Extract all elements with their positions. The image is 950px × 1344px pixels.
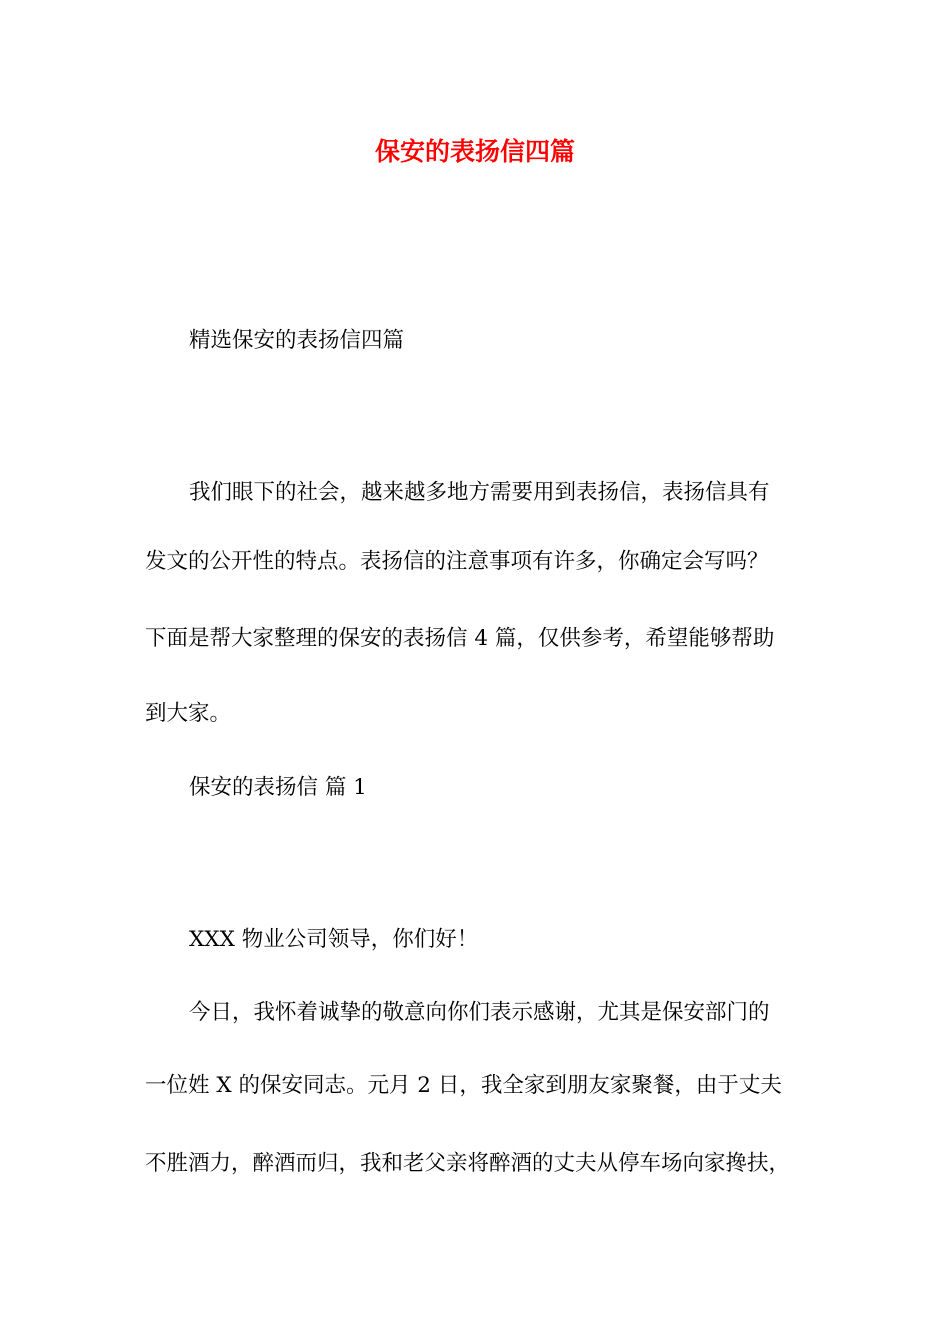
- intro-line: 发文的公开性的特点。表扬信的注意事项有许多，你确定会写吗？: [145, 549, 769, 574]
- body-line: 今日，我怀着诚挚的敬意向你们表示感谢，尤其是保安部门的: [189, 1000, 770, 1025]
- body-line: 一位姓 X 的保安同志。元月 2 日，我全家到朋友家聚餐，由于丈夫: [145, 1073, 782, 1098]
- intro-line: 我们眼下的社会，越来越多地方需要用到表扬信，表扬信具有: [189, 480, 770, 505]
- document-subtitle: 精选保安的表扬信四篇: [189, 328, 405, 353]
- intro-line: 下面是帮大家整理的保安的表扬信 4 篇，仅供参考，希望能够帮助: [145, 626, 775, 651]
- section-heading: 保安的表扬信 篇 1: [189, 775, 367, 800]
- intro-line: 到大家。: [145, 701, 232, 726]
- salutation: XXX 物业公司领导，你们好！: [189, 927, 479, 952]
- body-line: 不胜酒力，醉酒而归，我和老父亲将醉酒的丈夫从停车场向家搀扶，: [145, 1151, 791, 1176]
- document-title: 保安的表扬信四篇: [374, 137, 575, 166]
